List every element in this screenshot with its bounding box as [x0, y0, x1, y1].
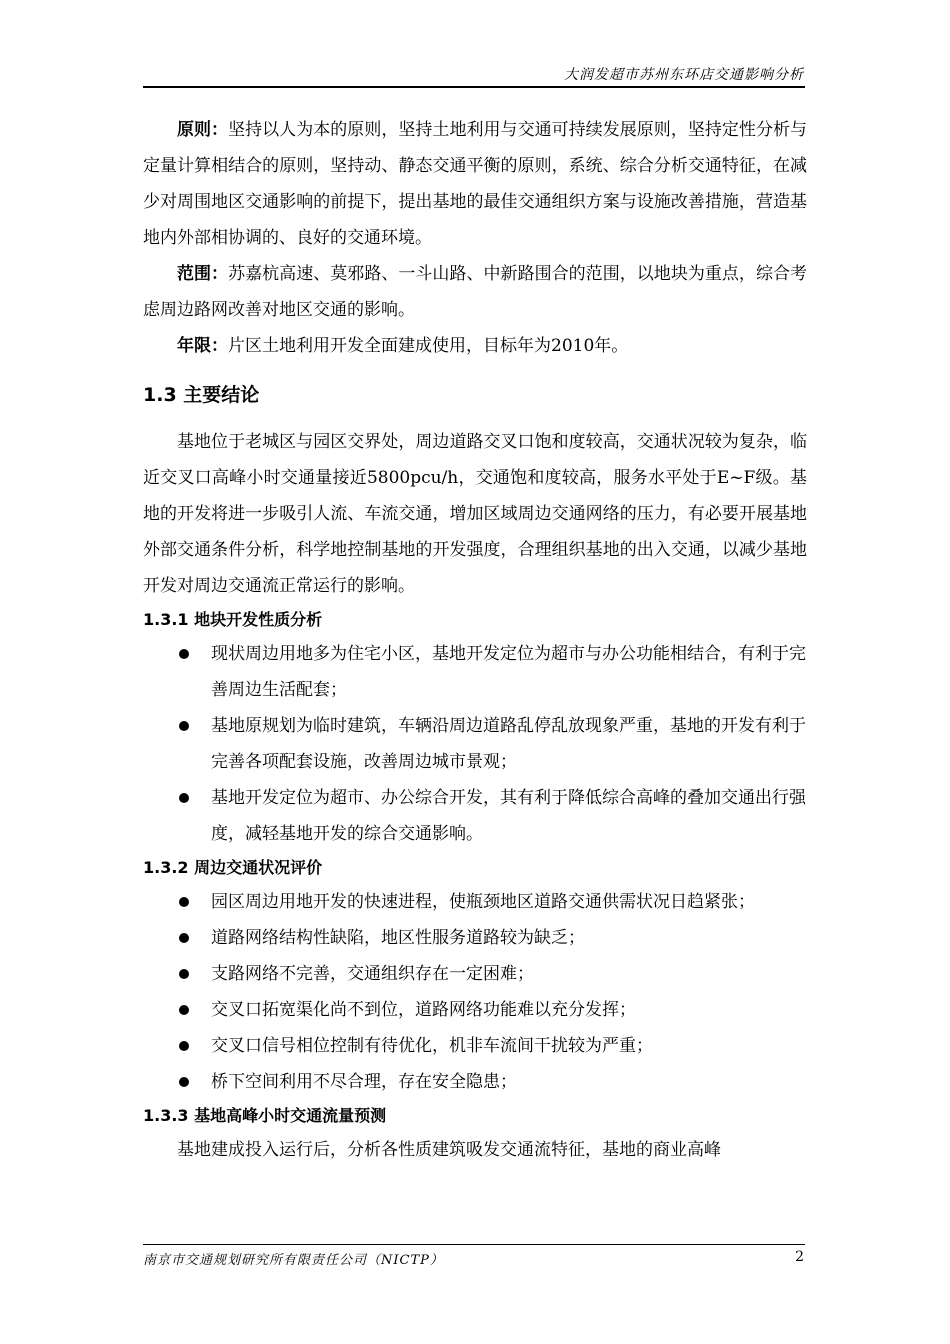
years-paragraph	[143, 328, 807, 364]
years-label: 年限：	[177, 336, 228, 356]
subsection-heading-2: 1.3.2 周边交通状况评价	[143, 858, 323, 877]
running-header-title: 大润发超市苏州东环店交通影响分析	[564, 67, 804, 83]
list-item: 基地开发定位为超市、办公综合开发，其有利于降低综合高峰的叠加交通出行强度，减轻基地开发的综合交通影响。	[143, 780, 807, 852]
section-paragraph: 基地位于老城区与园区交界处，周边道路交叉口饱和度较高，交通状况较为复杂，临近交叉口高峰小时交通量接近5800pcu/h，交通饱和度较高，服务水平处于E~F级。基地的开发将进一步吸引人流、车流交通，增加区域周边交通网络的压力，有必要开展基地外部交通条件分析，科学地控制基地的开发强度，合理组织基地的出入交通，以减少基地开发对周边交通流正常运行的影响。	[143, 432, 807, 596]
bullet-icon	[179, 897, 189, 907]
list-item: 园区周边用地开发的快速进程，使瓶颈地区道路交通供需状况日趋紧张；	[143, 884, 807, 920]
section-heading: 1.3 主要结论	[143, 384, 260, 406]
list-item: 道路网络结构性缺陷，地区性服务道路较为缺乏；	[143, 920, 807, 956]
subsection-heading-1: 1.3.1 地块开发性质分析	[143, 610, 323, 629]
page-content	[143, 112, 807, 1168]
bullet-list-2	[143, 884, 807, 1100]
subsection-heading-3: 1.3.3 基地高峰小时交通流量预测	[143, 1106, 387, 1125]
page-number: 2	[795, 1249, 804, 1265]
scope-text: 苏嘉杭高速、莫邪路、一斗山路、中新路围合的范围，以地块为重点，综合考虑周边路网改善对地区交通的影响。	[143, 264, 808, 320]
subsection-3-paragraph: 基地建成投入运行后，分析各性质建筑吸发交通流特征，基地的商业高峰	[177, 1140, 721, 1160]
bullet-list-1	[143, 636, 807, 852]
principle-text: 坚持以人为本的原则，坚持土地利用与交通可持续发展原则，坚持定性分析与定量计算相结合的原则，坚持动、静态交通平衡的原则，系统、综合分析交通特征，在减少对周围地区交通影响的前提下，提出基地的最佳交通组织方案与设施改善措施，营造基地内外部相协调的、良好的交通环境。	[143, 120, 808, 248]
list-item: 支路网络不完善，交通组织存在一定困难；	[143, 956, 807, 992]
bullet-icon	[179, 1041, 189, 1051]
list-item: 桥下空间利用不尽合理，存在安全隐患；	[143, 1064, 807, 1100]
list-item: 现状周边用地多为住宅小区，基地开发定位为超市与办公功能相结合，有利于完善周边生活配套；	[143, 636, 807, 708]
footer-organization: 南京市交通规划研究所有限责任公司（NICTP）	[143, 1253, 444, 1268]
header-rule	[143, 86, 805, 88]
bullet-icon	[179, 649, 189, 659]
principle-label: 原则：	[177, 120, 229, 140]
list-item: 基地原规划为临时建筑，车辆沿周边道路乱停乱放现象严重，基地的开发有利于完善各项配套设施，改善周边城市景观；	[143, 708, 807, 780]
scope-label: 范围：	[177, 264, 229, 284]
footer-rule	[143, 1244, 805, 1245]
list-item: 交叉口拓宽渠化尚不到位，道路网络功能难以充分发挥；	[143, 992, 807, 1028]
bullet-icon	[179, 933, 189, 943]
bullet-icon	[179, 793, 189, 803]
list-item: 交叉口信号相位控制有待优化，机非车流间干扰较为严重；	[143, 1028, 807, 1064]
years-text: 片区土地利用开发全面建成使用，目标年为2010年。	[228, 336, 629, 356]
principle-paragraph	[143, 112, 807, 256]
bullet-icon	[179, 721, 189, 731]
bullet-icon	[179, 969, 189, 979]
bullet-icon	[179, 1005, 189, 1015]
bullet-icon	[179, 1077, 189, 1087]
scope-paragraph	[143, 256, 807, 328]
